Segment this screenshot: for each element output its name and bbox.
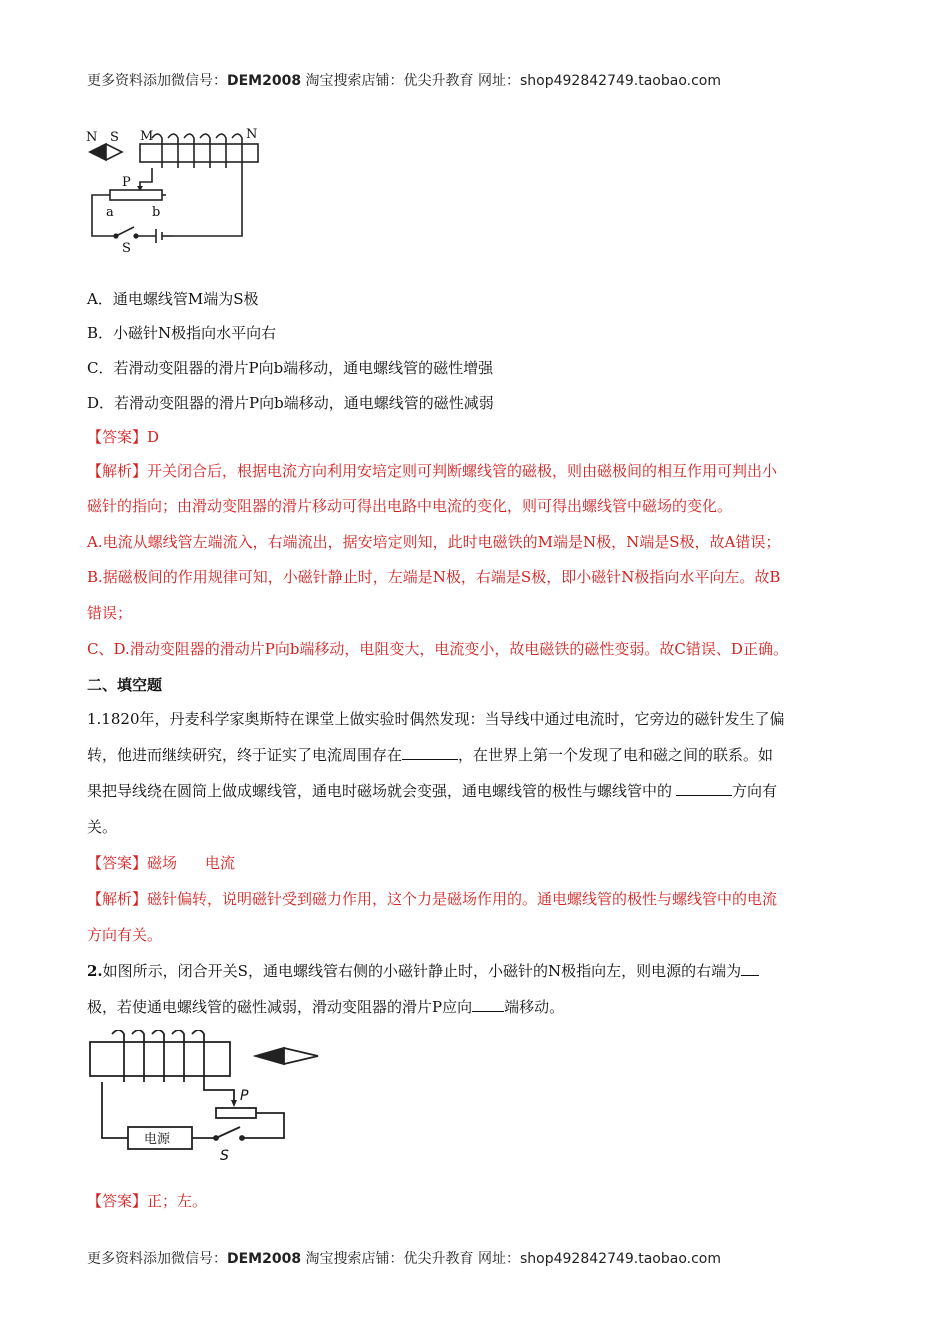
header-text-2: 淘宝搜索店铺：优尖升教育 网址： [301, 73, 520, 89]
figure-1-circuit [84, 124, 274, 256]
fq1-answer [87, 852, 235, 873]
label-n-right: N [246, 127, 258, 142]
fq2-line-2 [87, 996, 564, 1017]
fq1-blank-2[interactable] [676, 781, 732, 796]
q1-answer: 【答案】D [87, 428, 160, 446]
label-m: M [140, 129, 154, 144]
option-d: D．若滑动变阻器的滑片P向b端移动，通电螺线管的磁性减弱 [87, 394, 494, 412]
fq2-blank-1[interactable] [741, 961, 759, 976]
header-url[interactable]: shop492842749.taobao.com [520, 73, 722, 89]
page-footer [87, 1248, 721, 1268]
fq1-analysis-line-1: 【解析】磁针偏转，说明磁针受到磁力作用，这个力是磁场作用的。通电螺线管的极性与螺线管中的电流 [87, 890, 778, 908]
q1-analysis-line-4: B.据磁极间的作用规律可知，小磁针静止时，左端是N极，右端是S极，即小磁针N极指向水平向左。故B [87, 568, 781, 586]
label-b: b [152, 205, 161, 220]
fq2-answer: 【答案】正；左。 [87, 1192, 208, 1210]
label-switch-s: S [122, 241, 131, 256]
fq1-analysis-line-2: 方向有关。 [87, 926, 163, 944]
fq1-line-2b: ，在世界上第一个发现了电和磁之间的联系。如 [458, 746, 774, 764]
fq1-line-3a: 果把导线绕在圆筒上做成螺线管，通电时磁场就会变强，通电螺线管的极性与螺线管中的 [87, 782, 673, 800]
footer-url[interactable]: shop492842749.taobao.com [520, 1251, 722, 1267]
fq1-line-2 [87, 744, 773, 765]
fq2-line-2b: 端移动。 [504, 998, 565, 1016]
q1-analysis-line-2: 磁针的指向；由滑动变阻器的滑片移动可得出电路中电流的变化，则可得出螺线管中磁场的变化。 [87, 497, 733, 515]
q1-analysis-line-1: 【解析】开关闭合后，根据电流方向利用安培定则可判断螺线管的磁极，则由磁极间的相互作用可判出小 [87, 462, 778, 480]
header-text-1: 更多资料添加微信号： [87, 73, 227, 89]
fq1-line-2a: 转，他进而继续研究，终于证实了电流周围存在 [87, 746, 403, 764]
fq2-line-2a: 极，若使通电螺线管的磁性减弱，滑动变阻器的滑片P应向 [87, 998, 473, 1016]
fq1-answer-label: 【答案】 [87, 854, 148, 872]
section-title: 二、填空题 [87, 676, 163, 694]
page-header [87, 70, 721, 90]
q1-analysis-line-3: A.电流从螺线管左端流入，右端流出，据安培定则知，此时电磁铁的M端是N极，N端是S极，故A错误； [87, 533, 781, 551]
fq2-line-1 [87, 960, 759, 981]
solenoid-core-2 [90, 1042, 230, 1076]
fq2-number: 2. [87, 962, 103, 980]
fq1-answer-2: 电流 [205, 854, 236, 872]
fq2-line-1-text: 如图所示，闭合开关S，通电螺线管右侧的小磁针静止时，小磁针的N极指向左，则电源的右端为 [102, 962, 742, 980]
q1-analysis-line-6: C、D.滑动变阻器的滑动片P向b端移动，电阻变大，电流变小，故电磁铁的磁性变弱。故C错误、D正确。 [87, 640, 788, 658]
fq1-line-1: 1.1820年，丹麦科学家奥斯特在课堂上做实验时偶然发现：当导线中通过电流时，它旁边的磁针发生了偏 [87, 710, 785, 728]
fq1-line-4: 关。 [87, 818, 118, 836]
option-c: C．若滑动变阻器的滑片P向b端移动，通电螺线管的磁性增强 [87, 359, 494, 377]
option-b: B．小磁针N极指向水平向右 [87, 324, 277, 342]
label-s-2: S [220, 1148, 229, 1162]
option-a: A．通电螺线管M端为S极 [87, 290, 259, 308]
header-wechat: DEM2008 [227, 73, 302, 89]
battery [156, 229, 162, 243]
fq2-blank-2[interactable] [472, 997, 504, 1012]
footer-text-1: 更多资料添加微信号： [87, 1251, 227, 1267]
label-compass-s: S [110, 130, 119, 145]
footer-text-2: 淘宝搜索店铺：优尖升教育 网址： [301, 1251, 520, 1267]
label-power: 电源 [144, 1132, 171, 1147]
solenoid-core [140, 144, 258, 162]
q1-analysis-line-5: 错误； [87, 604, 133, 622]
label-a: a [106, 205, 114, 220]
fq1-line-3b: 方向有 [732, 782, 778, 800]
fq1-blank-1[interactable] [402, 745, 458, 760]
rheostat [110, 190, 162, 200]
switch [116, 227, 134, 236]
figure-2-circuit [88, 1030, 328, 1162]
label-p-2: P [240, 1088, 249, 1104]
fq1-answer-1: 磁场 [147, 854, 178, 872]
label-p: P [122, 175, 131, 190]
fq1-line-3 [87, 780, 777, 801]
rheostat-2 [216, 1108, 256, 1118]
footer-wechat: DEM2008 [227, 1251, 302, 1267]
label-compass-n: N [86, 130, 98, 145]
